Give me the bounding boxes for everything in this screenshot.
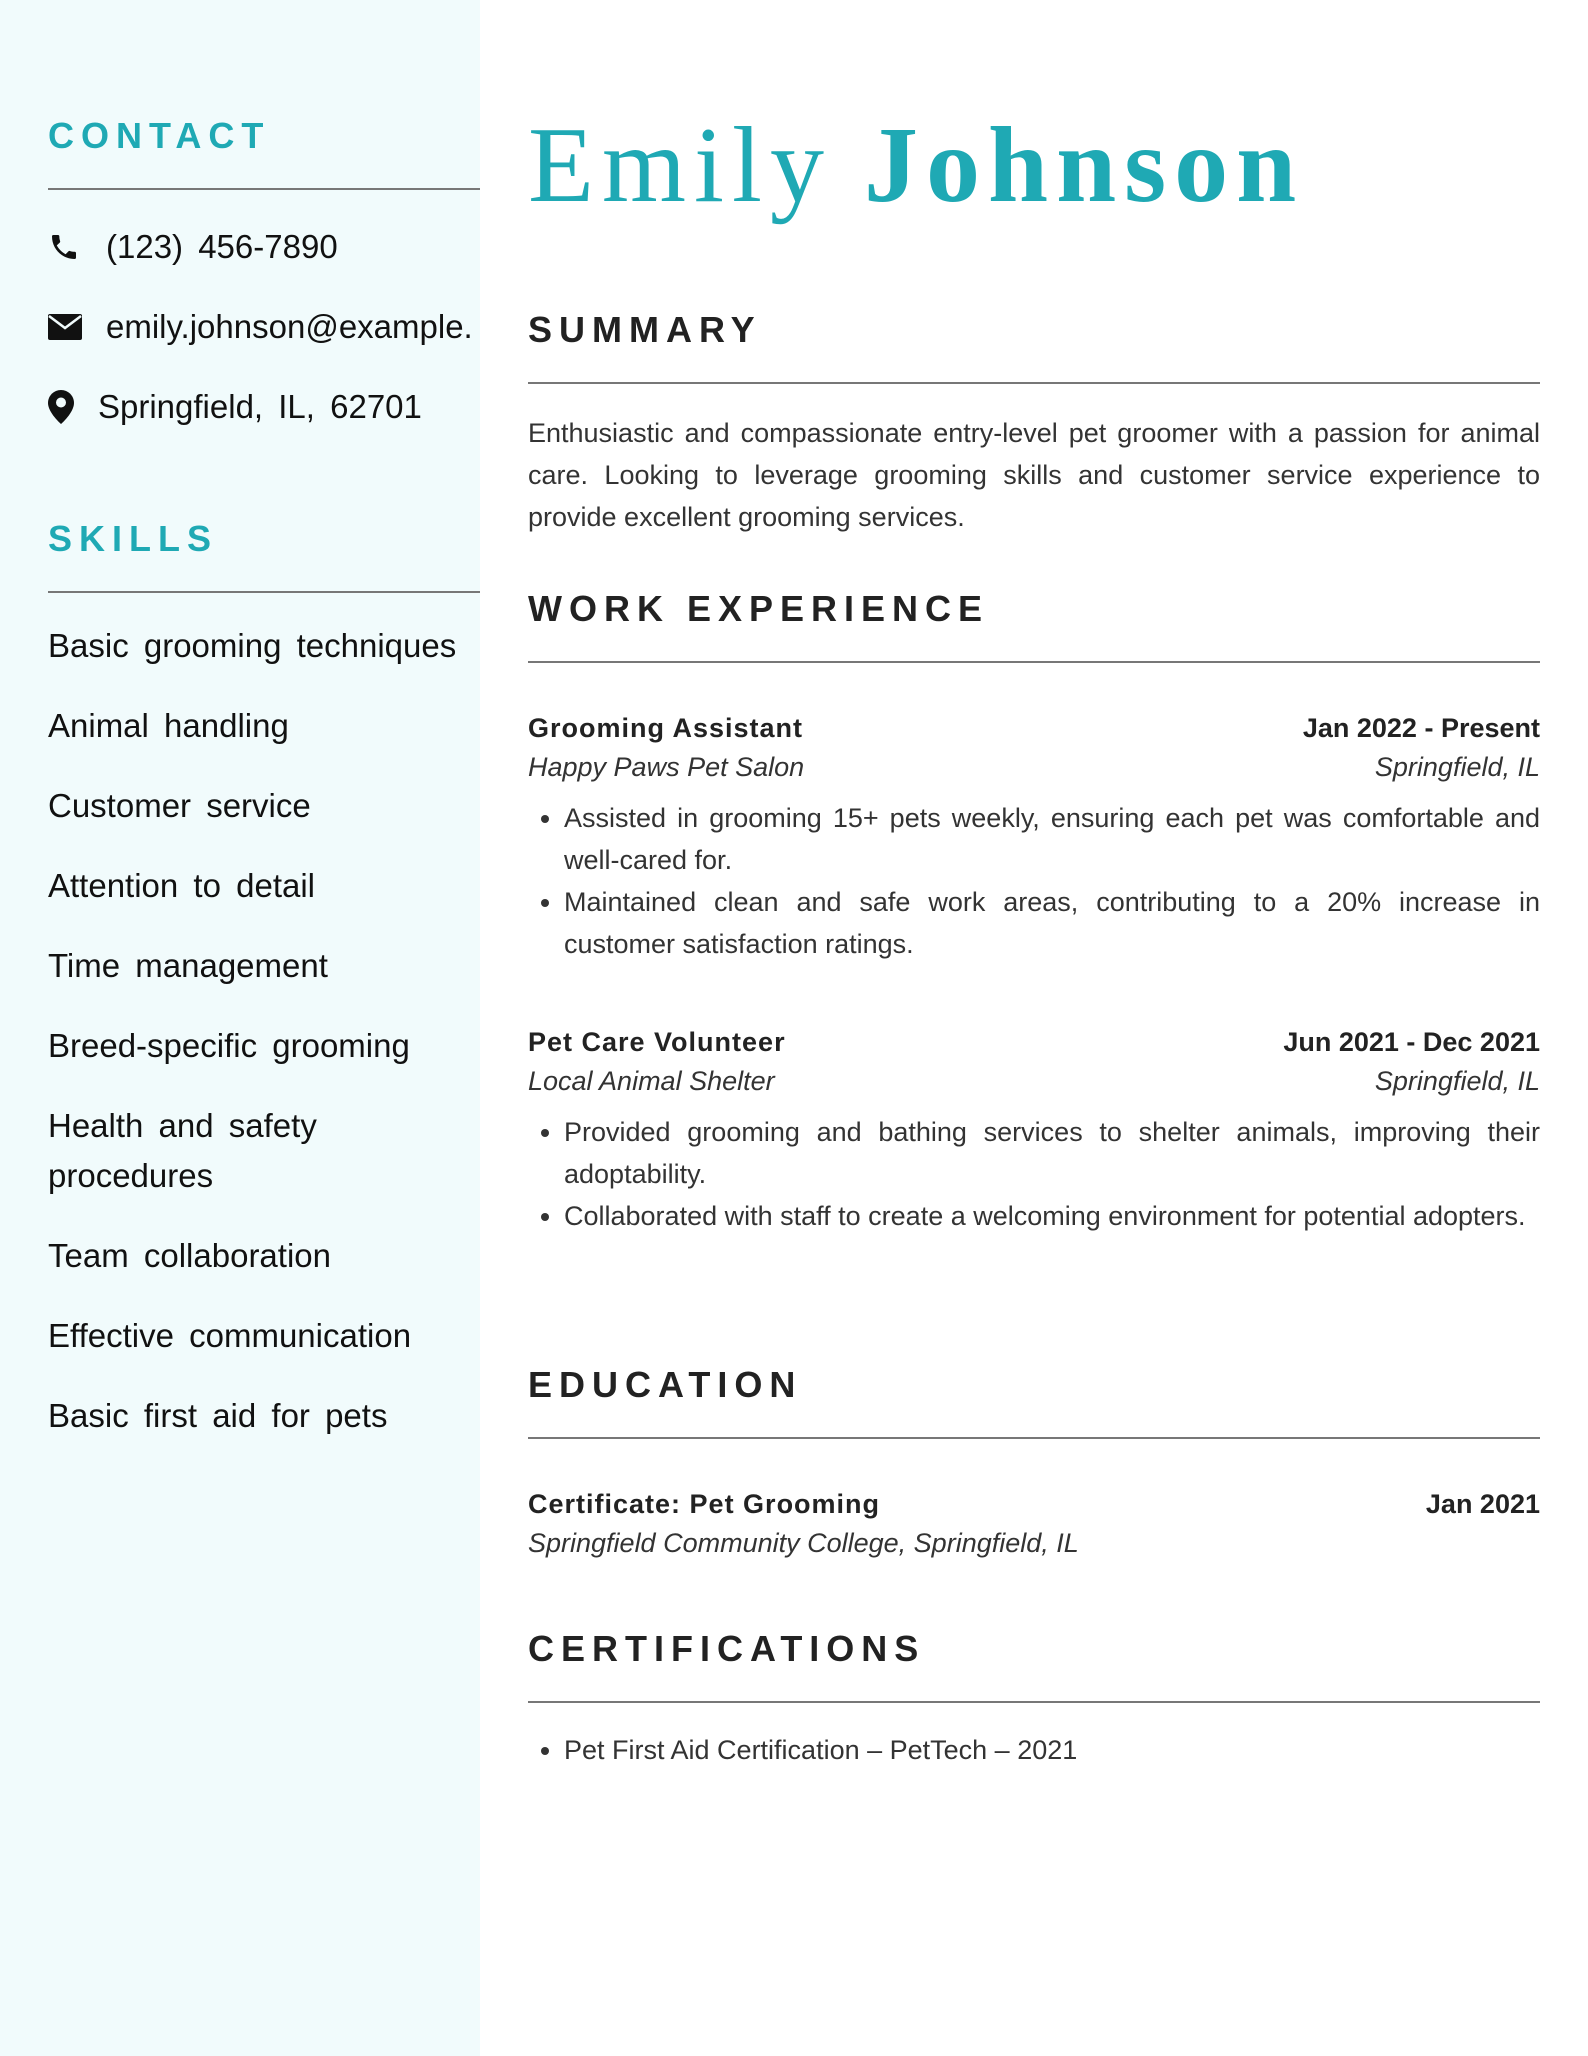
education-section <box>528 1364 1540 1559</box>
phone-icon <box>48 230 82 264</box>
job-entry <box>528 1027 1540 1237</box>
job-bullet: • Maintained clean and safe work areas, contributing to a 20% increase in customer satisfaction ratings. <box>564 881 1540 965</box>
candidate-name <box>528 106 1305 225</box>
job-title: Pet Care Volunteer <box>528 1027 786 1057</box>
skill-item: Basic first aid for pets <box>48 1397 388 1434</box>
contact-heading: CONTACT <box>48 115 271 156</box>
education-heading: EDUCATION <box>528 1364 803 1405</box>
education-entry <box>528 1489 1540 1559</box>
job-location: Springfield, IL <box>1374 752 1540 782</box>
job-bullet: • Assisted in grooming 15+ pets weekly, ensuring each pet was comfortable and well-cared for. <box>564 797 1540 881</box>
skills-heading: SKILLS <box>48 518 219 559</box>
summary-divider <box>528 382 1540 384</box>
location-text: Springfield, IL, 62701 <box>98 388 422 425</box>
education-school: Springfield Community College, Springfield, IL <box>528 1528 1079 1558</box>
last-name: Johnson <box>864 106 1305 225</box>
education-divider <box>528 1437 1540 1439</box>
job-location: Springfield, IL <box>1374 1066 1540 1096</box>
first-name: Emily <box>528 106 832 225</box>
job-bullet: • Collaborated with staff to create a welcoming environment for potential adopters. <box>564 1195 1540 1237</box>
experience-divider <box>528 661 1540 663</box>
contact-phone <box>48 222 480 272</box>
map-pin-icon <box>48 390 82 424</box>
email-text: emily.johnson@example. <box>106 308 473 345</box>
education-degree: Certificate: Pet Grooming <box>528 1489 881 1519</box>
summary-section <box>528 309 1540 538</box>
contact-divider <box>48 188 480 190</box>
job-bullets <box>528 797 1540 965</box>
certifications-section <box>528 1628 1540 1771</box>
job-dates: Jun 2021 - Dec 2021 <box>1283 1027 1540 1057</box>
certifications-list <box>528 1729 1540 1771</box>
skills-list <box>48 621 480 1441</box>
job-title: Grooming Assistant <box>528 713 804 743</box>
skill-item: Attention to detail <box>48 867 316 904</box>
sidebar <box>0 0 480 2056</box>
job-subheader <box>528 752 1540 783</box>
job-dates: Jan 2022 - Present <box>1302 713 1540 743</box>
summary-text: Enthusiastic and compassionate entry-level pet groomer with a passion for animal care. Looking to leverage grooming skills and customer service experience to provide excellent grooming services. <box>528 418 1540 532</box>
job-header <box>528 713 1540 744</box>
skills-divider <box>48 591 480 593</box>
certifications-heading: CERTIFICATIONS <box>528 1628 926 1669</box>
job-bullet: • Provided grooming and bathing services to shelter animals, improving their adoptability. <box>564 1111 1540 1195</box>
phone-text: (123) 456-7890 <box>106 228 338 265</box>
education-date: Jan 2021 <box>1425 1489 1540 1519</box>
job-header <box>528 1027 1540 1058</box>
certification-item: • Pet First Aid Certification – PetTech – 2021 <box>564 1729 1540 1771</box>
envelope-icon <box>48 310 82 344</box>
job-organization: Happy Paws Pet Salon <box>528 752 805 782</box>
job-bullets <box>528 1111 1540 1237</box>
skill-item: Customer service <box>48 787 311 824</box>
job-organization: Local Animal Shelter <box>528 1066 775 1096</box>
skill-item: Breed-specific grooming <box>48 1027 410 1064</box>
skills-section <box>48 518 480 1471</box>
contact-section <box>48 115 480 462</box>
skill-item: Team collaboration <box>48 1237 331 1274</box>
skill-item: Time management <box>48 947 328 984</box>
summary-heading: SUMMARY <box>528 309 762 350</box>
education-header <box>528 1489 1540 1520</box>
experience-heading: WORK EXPERIENCE <box>528 588 990 629</box>
contact-location <box>48 382 480 432</box>
contact-list <box>48 222 480 432</box>
skill-item: Basic grooming techniques <box>48 627 457 664</box>
experience-section <box>528 588 1540 1237</box>
contact-email <box>48 302 480 352</box>
skill-item: Effective communication <box>48 1317 412 1354</box>
job-entry <box>528 713 1540 965</box>
skill-item: Health and safety procedures <box>48 1107 317 1194</box>
skill-item: Animal handling <box>48 707 289 744</box>
certifications-divider <box>528 1701 1540 1703</box>
job-subheader <box>528 1066 1540 1097</box>
